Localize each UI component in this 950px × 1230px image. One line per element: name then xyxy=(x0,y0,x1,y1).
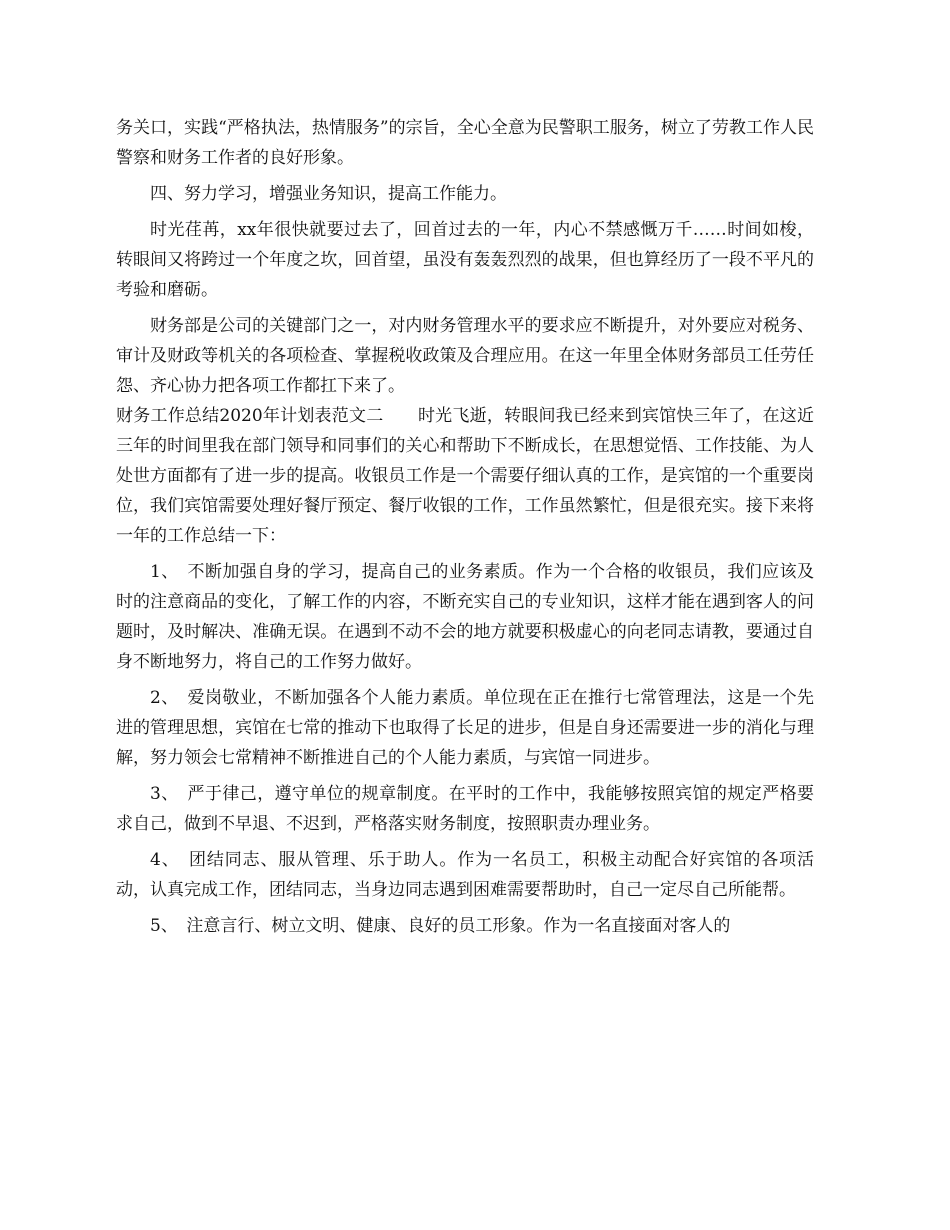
document-body xyxy=(116,113,814,941)
paragraph-finance-department: 财务部是公司的关键部门之一，对内财务管理水平的要求应不断提升，对外要应对税务、审计及财政等机关的各项检查、掌握税收政策及合理应用。在这一年里全体财务部员工任劳任怨、齐心协力把各项工作都扛下来了。 xyxy=(116,316,814,396)
paragraph-sample-two-intro: 财务工作总结2020年计划表范文二 时光飞逝，转眼间我已经来到宾馆快三年了，在这近三年的时间里我在部门领导和同事们的关心和帮助下不断成长，在思想觉悟、工作技能、为人处世方面都有了进一步的提高。收银员工作是一个需要仔细认真的工作，是宾馆的一个重要岗位，我们宾馆需要处理好餐厅预定、餐厅收银的工作，工作虽然繁忙，但是很充实。接下来将一年的工作总结一下： xyxy=(116,406,814,546)
paragraph-time-flies: 时光荏苒，xx年很快就要过去了，回首过去的一年，内心不禁感慨万千……时间如梭，转眼间又将跨过一个年度之坎，回首望，虽没有轰轰烈烈的战果，但也算经历了一段不平凡的考验和磨砺。 xyxy=(116,220,814,300)
paragraph-item-5: 5、 注意言行、树立文明、健康、良好的员工形象。作为一名直接面对客人的 xyxy=(150,916,731,936)
paragraph-item-2: 2、 爱岗敬业，不断加强各个人能力素质。单位现在正在推行七常管理法，这是一个先进的管理思想，宾馆在七常的推动下也取得了长足的进步，但是自身还需要进一步的消化与理解，努力领会七常精神不断推进自己的个人能力素质，与宾馆一同进步。 xyxy=(116,688,814,768)
paragraph-continuation: 务关口，实践“严格执法，热情服务”的宗旨，全心全意为民警职工服务，树立了劳教工作人民警察和财务工作者的良好形象。 xyxy=(116,118,814,168)
paragraph-item-4: 4、 团结同志、服从管理、乐于助人。作为一名员工，积极主动配合好宾馆的各项活动，认真完成工作，团结同志，当身边同志遇到困难需要帮助时，自己一定尽自己所能帮。 xyxy=(116,850,814,900)
paragraph-item-1: 1、 不断加强自身的学习，提高自己的业务素质。作为一个合格的收银员，我们应该及时的注意商品的变化，了解工作的内容，不断充实自己的专业知识，这样才能在遇到客人的问题时，及时解决、准确无误。在遇到不动不会的地方就要积极虚心的向老同志请教，要通过自身不断地努力，将自己的工作努力做好。 xyxy=(116,562,814,672)
paragraph-item-3: 3、 严于律己，遵守单位的规章制度。在平时的工作中，我能够按照宾馆的规定严格要求自己，做到不早退、不迟到，严格落实财务制度，按照职责办理业务。 xyxy=(116,784,814,834)
paragraph-section-four-heading: 四、努力学习，增强业务知识，提高工作能力。 xyxy=(150,184,507,204)
